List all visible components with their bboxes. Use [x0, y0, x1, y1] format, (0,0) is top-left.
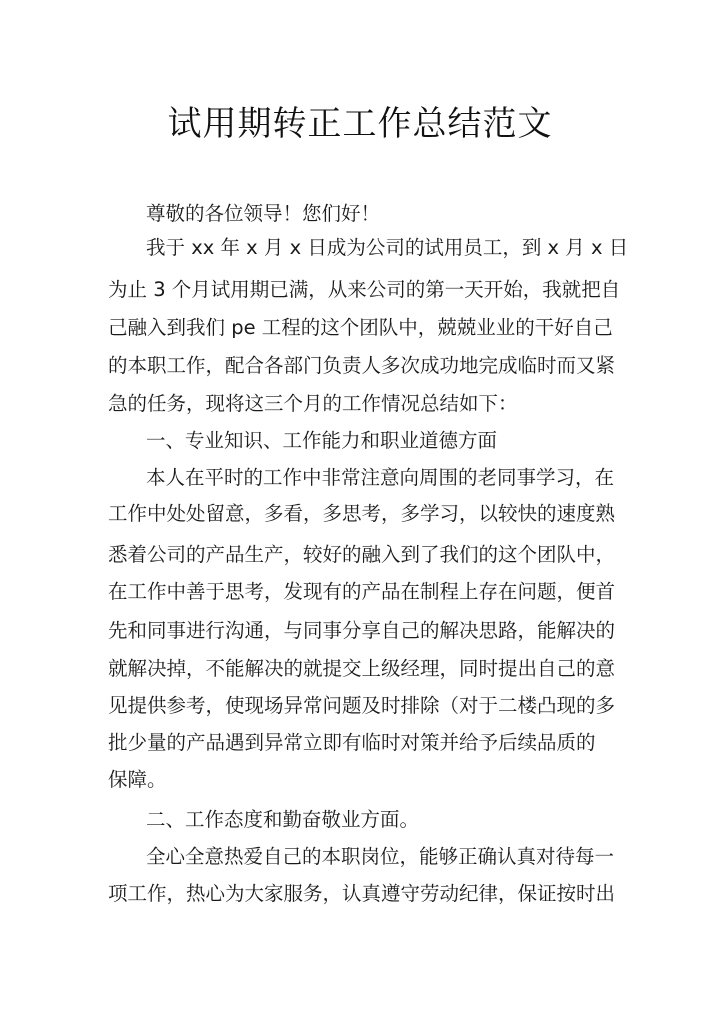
paragraph-line: 在工作中善于思考，发现有的产品在制程上存在问题，便首 — [108, 580, 616, 603]
section-heading-2: 二、工作态度和勤奋敬业方面。 — [146, 808, 420, 831]
paragraph-line: 急的任务，现将这三个月的工作情况总结如下： — [108, 392, 518, 415]
paragraph-line: 就解决掉，不能解决的就提交上级经理，同时提出自己的意 — [108, 657, 616, 680]
paragraph-line: 己融入到我们 pe 工程的这个团队中，兢兢业业的干好自己 — [108, 316, 613, 339]
section-heading-1: 一、专业知识、工作能力和职业道德方面 — [146, 429, 498, 452]
document-title: 试用期转正工作总结范文 — [167, 104, 553, 144]
paragraph-line: 本人在平时的工作中非常注意向周围的老同事学习，在 — [146, 466, 615, 489]
paragraph-line: 项工作，热心为大家服务，认真遵守劳动纪律，保证按时出 — [108, 882, 616, 905]
paragraph-line: 的本职工作，配合各部门负责人多次成功地完成临时而又紧 — [108, 354, 616, 377]
paragraph-line: 我于 xx 年 x 月 x 日成为公司的试用员工，到 x 月 x 日 — [146, 236, 629, 259]
paragraph-line: 悉着公司的产品生产，较好的融入到了我们的这个团队中， — [108, 543, 616, 566]
paragraph-line: 全心全意热爱自己的本职岗位，能够正确认真对待每一 — [146, 845, 615, 868]
paragraph-line: 见提供参考，使现场异常问题及时排除（对于二楼凸现的多 — [108, 694, 616, 717]
paragraph-line: 先和同事进行沟通，与同事分享自己的解决思路，能解决的 — [108, 619, 616, 642]
paragraph-line: 批少量的产品遇到异常立即有临时对策并给予后续品质的 — [108, 731, 596, 754]
paragraph-line: 为止 3 个月试用期已满，从来公司的第一天开始，我就把自 — [108, 278, 621, 301]
paragraph-line: 保障。 — [108, 768, 167, 791]
greeting-line: 尊敬的各位领导！您们好！ — [146, 202, 381, 225]
paragraph-line: 工作中处处留意，多看，多思考，多学习，以较快的速度熟 — [108, 502, 616, 525]
